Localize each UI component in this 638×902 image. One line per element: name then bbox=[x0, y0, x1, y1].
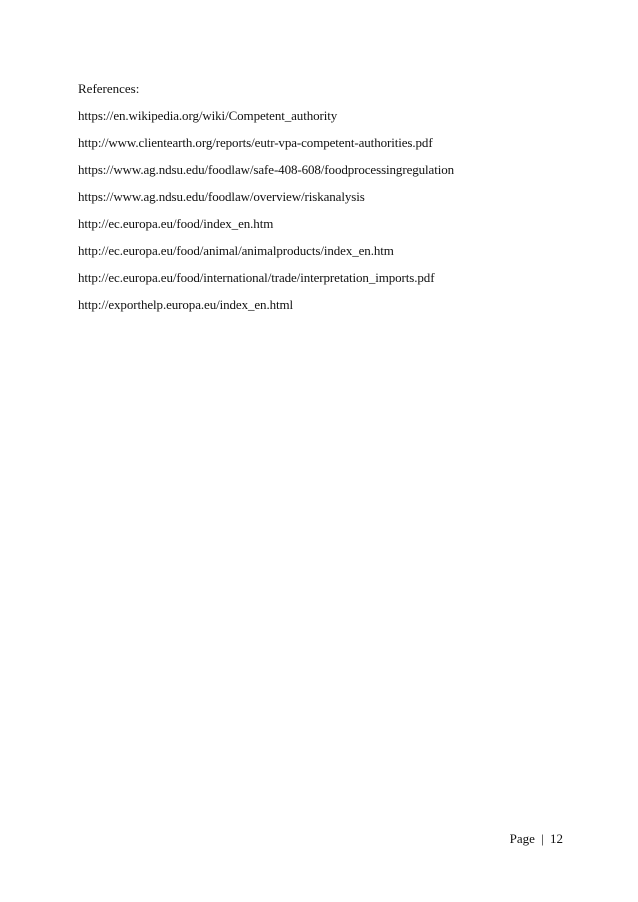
page-footer bbox=[510, 831, 563, 847]
reference-item: http://www.clientearth.org/reports/eutr-vpa-competent-authorities.pdf bbox=[78, 135, 433, 150]
reference-item: https://www.ag.ndsu.edu/foodlaw/overview/riskanalysis bbox=[78, 189, 365, 204]
reference-item: https://www.ag.ndsu.edu/foodlaw/safe-408-608/foodprocessingregulation bbox=[78, 162, 455, 177]
references-list bbox=[78, 108, 598, 313]
page-separator: | bbox=[541, 831, 544, 846]
page-label: Page bbox=[509, 831, 535, 846]
references-heading: References: bbox=[78, 81, 140, 96]
reference-item: http://ec.europa.eu/food/animal/animalproducts/index_en.htm bbox=[78, 243, 394, 258]
page-number: 12 bbox=[550, 831, 563, 846]
reference-item: http://ec.europa.eu/food/index_en.htm bbox=[78, 216, 274, 231]
reference-item: http://exporthelp.europa.eu/index_en.html bbox=[78, 297, 294, 312]
references-section bbox=[78, 81, 598, 324]
reference-item: http://ec.europa.eu/food/international/trade/interpretation_imports.pdf bbox=[78, 270, 435, 285]
reference-item: https://en.wikipedia.org/wiki/Competent_authority bbox=[78, 108, 338, 123]
